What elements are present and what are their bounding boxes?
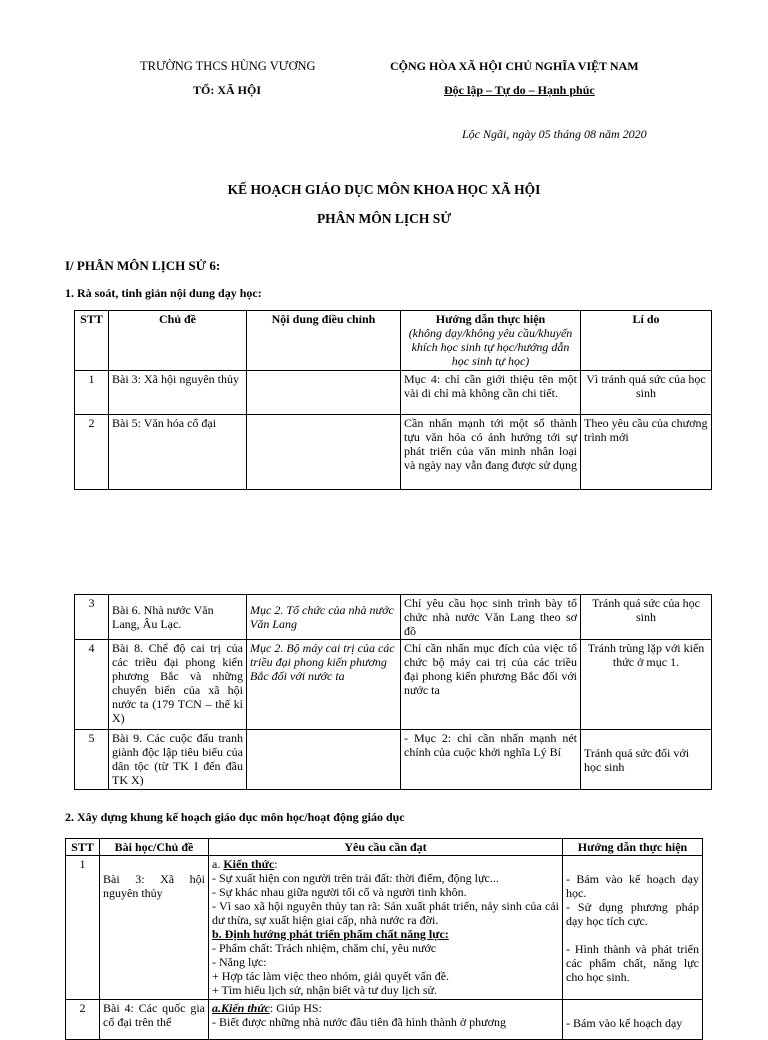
- cell-guide: Chỉ cần nhấn mục đích của việc tổ chức bộ máy cai trị của các triều đại phong kiến phương Bắc đối với nước ta: [401, 640, 581, 730]
- cell-reason: Theo yêu cầu của chương trình mới: [581, 415, 712, 490]
- cell-guide: - Bám vào kế hoạch dạy học. - Sử dụng phương pháp dạy học tích cực. - Hình thành và phát triển các phẩm chất, năng lực cho học sinh.: [563, 856, 703, 1000]
- document-title: KẾ HOẠCH GIÁO DỤC MÔN KHOA HỌC XÃ HỘI: [227, 182, 541, 197]
- col-lesson: Bài học/Chủ đề: [100, 839, 209, 856]
- knowledge-item: - Vì sao xã hội nguyên thủy tan rã: Sản xuất phát triển, nảy sinh của cải dư thừa, sự xuất hiện giai cấp, nhà nước ra đời.: [212, 899, 559, 927]
- cell-guide: Cần nhấn mạnh tới một số thành tựu văn hóa có ảnh hưởng tới sự phát triển của văn minh nhân loại và ngày nay vẫn đang được sử dụng: [401, 415, 581, 490]
- cell-guide: Chỉ yêu cầu học sinh trình bày tổ chức nhà nước Văn Lang theo sơ đồ: [401, 595, 581, 640]
- cell-stt: 1: [75, 371, 109, 415]
- col-requirements: Yêu cầu cần đạt: [209, 839, 563, 856]
- cell-content: Mục 2. Bộ máy cai trị của các triều đại phong kiến phương Bắc đối với nước ta: [247, 640, 401, 730]
- group-name: TỔ: XÃ HỘI: [193, 83, 262, 97]
- table-row: [75, 640, 712, 730]
- cell-content: Mục 2. Tổ chức của nhà nước Văn Lang: [247, 595, 401, 640]
- table-row: [66, 1000, 703, 1040]
- cell-topic: Bài 9. Các cuộc đấu tranh giành độc lập tiêu biểu của dân tộc (từ TK I đến đầu TK X): [109, 730, 247, 790]
- col-stt: STT: [66, 839, 100, 856]
- col-topic: Chủ đề: [109, 311, 247, 371]
- nation-title: CỘNG HÒA XÃ HỘI CHỦ NGHĨA VIỆT NAM: [390, 59, 639, 73]
- knowledge-heading: a.Kiến thức: [212, 1001, 270, 1015]
- table-row: [75, 595, 712, 640]
- cell-topic: Bài 8. Chế độ cai trị của các triều đại phong kiến phương Bắc và những chuyển biến của xã hội nước ta (179 TCN – thế kỉ X): [109, 640, 247, 730]
- cell-reason: Vì tránh quá sức của học sinh: [581, 371, 712, 415]
- cell-topic: Bài 3: Xã hội nguyên thủy: [109, 371, 247, 415]
- cell-content: [247, 730, 401, 790]
- col-guide-note: (không dạy/không yêu cầu/khuyến khích học sinh tự học/hướng dẫn học sinh tự học): [408, 326, 573, 368]
- knowledge-item: - Biết được những nhà nước đầu tiên đã hình thành ở phương: [212, 1015, 507, 1029]
- cell-stt: 1: [66, 856, 100, 1000]
- table-row: [75, 371, 712, 415]
- motto: Độc lập – Tự do – Hạnh phúc: [444, 83, 595, 97]
- table-row: [66, 856, 703, 1000]
- col-stt: STT: [75, 311, 109, 371]
- col-guide: Hướng dẫn thực hiện: [563, 839, 703, 856]
- cell-lesson: Bài 4: Các quốc gia cổ đại trên thế: [100, 1000, 209, 1040]
- cell-content: [247, 371, 401, 415]
- section2-heading: 2. Xây dựng khung kế hoạch giáo dục môn học/hoạt động giáo dục: [65, 810, 405, 824]
- table-row: [75, 730, 712, 790]
- col-reason: Lí do: [581, 311, 712, 371]
- adjustment-table-part1: [74, 310, 712, 490]
- document-subtitle: PHÂN MÔN LỊCH SỬ: [316, 211, 452, 226]
- knowledge-heading: a. Kiến thức:: [212, 857, 278, 871]
- knowledge-item: - Sự khác nhau giữa người tối cổ và người tinh khôn.: [212, 885, 467, 899]
- plan-table: [65, 838, 703, 1040]
- section1-subheading: 1. Rà soát, tinh giản nội dung dạy học:: [65, 286, 262, 300]
- competence-item: + Hợp tác làm việc theo nhóm, giải quyết vấn đề.: [212, 969, 450, 983]
- cell-guide: - Bám vào kế hoạch dạy: [563, 1000, 703, 1040]
- cell-guide: Mục 4: chỉ cần giới thiệu tên một vài di chỉ mà không cần chi tiết.: [401, 371, 581, 415]
- competence-item: - Năng lực:: [212, 955, 267, 969]
- cell-lesson: Bài 3: Xã hội nguyên thủy: [100, 856, 209, 1000]
- competence-heading: b. Định hướng phát triển phẩm chất năng lực:: [212, 927, 449, 941]
- cell-requirements: a.Kiến thức: Giúp HS: - Biết được những nhà nước đầu tiên đã hình thành ở phương: [209, 1000, 563, 1040]
- cell-reason: Tránh trùng lặp với kiến thức ở mục 1.: [581, 640, 712, 730]
- cell-stt: 5: [75, 730, 109, 790]
- cell-topic: Bài 6. Nhà nước Văn Lang, Âu Lạc.: [109, 595, 247, 640]
- cell-topic: Bài 5: Văn hóa cổ đại: [109, 415, 247, 490]
- cell-stt: 2: [75, 415, 109, 490]
- cell-reason: Tránh quá sức đối với học sinh: [581, 730, 712, 790]
- school-name: TRƯỜNG THCS HÙNG VƯƠNG: [140, 59, 316, 73]
- col-guide: Hướng dẫn thực hiện (không dạy/không yêu cầu/khuyến khích học sinh tự học/hướng dẫn học sinh tự học): [401, 311, 581, 371]
- cell-stt: 3: [75, 595, 109, 640]
- adjustment-table-part2: [74, 594, 712, 790]
- cell-stt: 2: [66, 1000, 100, 1040]
- col-content: Nội dung điều chỉnh: [247, 311, 401, 371]
- table-row: [75, 415, 712, 490]
- section1-heading: I/ PHÂN MÔN LỊCH SỬ 6:: [65, 258, 221, 273]
- document-date: Lộc Ngãi, ngày 05 tháng 08 năm 2020: [462, 127, 647, 141]
- knowledge-item: - Sự xuất hiện con người trên trái đất: thời điểm, động lực...: [212, 871, 499, 885]
- competence-item: - Phẩm chất: Trách nhiệm, chăm chỉ, yêu nước: [212, 941, 437, 955]
- cell-content: [247, 415, 401, 490]
- competence-item: + Tìm hiểu lịch sử, nhận biết và tư duy lịch sử.: [212, 983, 438, 997]
- cell-requirements: [209, 856, 563, 1000]
- cell-reason: Tránh quá sức của học sinh: [581, 595, 712, 640]
- cell-stt: 4: [75, 640, 109, 730]
- cell-guide: - Mục 2: chỉ cần nhấn mạnh nét chính của cuộc khởi nghĩa Lý Bí: [401, 730, 581, 790]
